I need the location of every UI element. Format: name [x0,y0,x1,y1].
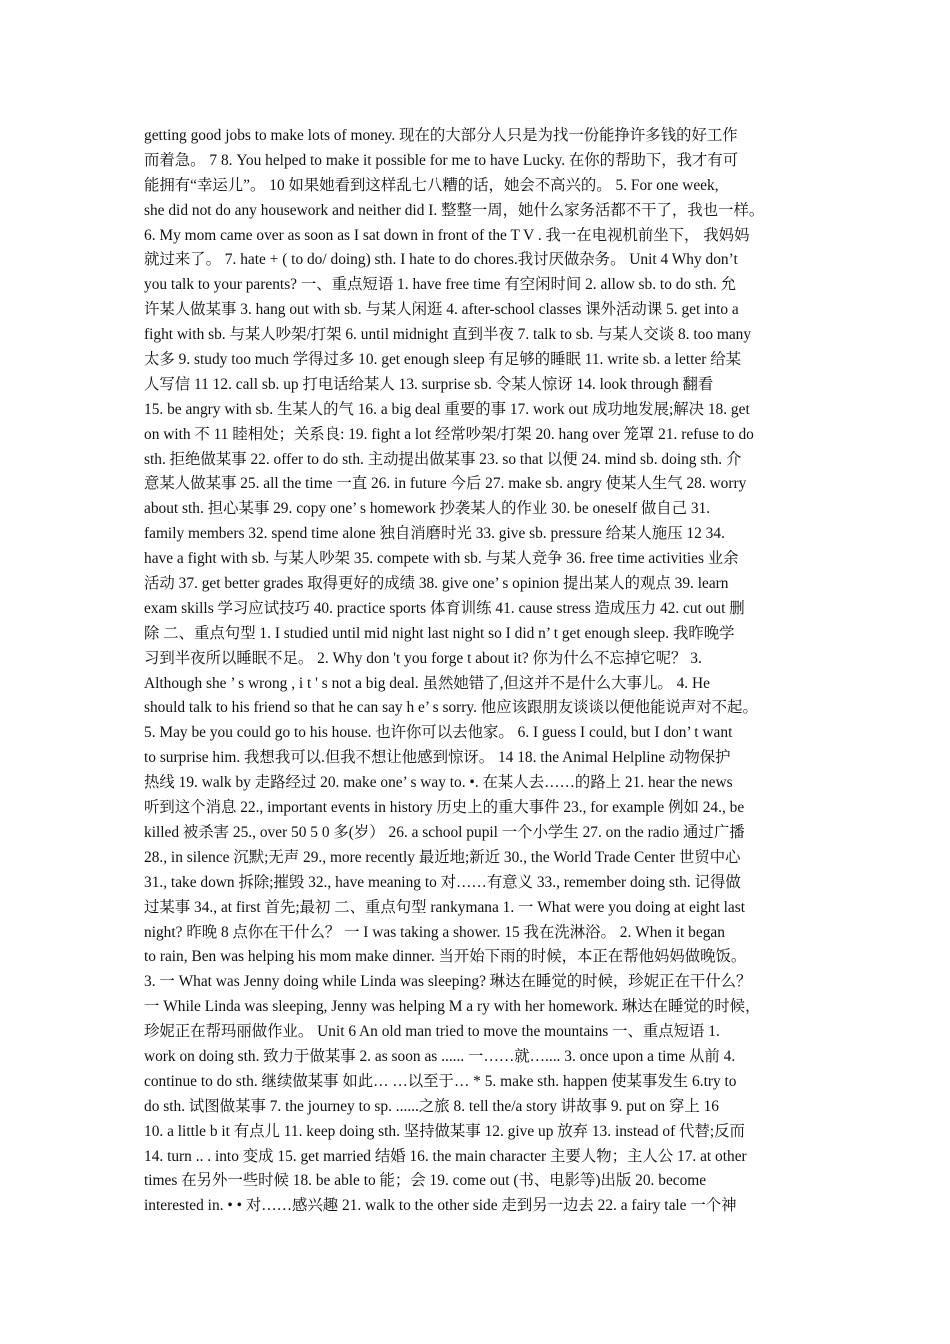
text-line: she did not do any housework and neither did I. 整整一周，她什么家务活都不干了，我也一样。 [144,201,765,219]
text-line: about sth. 担心某事 29. copy one’ s homework 抄袭某人的作业 30. be oneself 做自己 31. [144,500,711,518]
text-line: 就过来了。 7. hate + ( to do/ doing) sth. I hate to do chores.我讨厌做杂务。 Unit 4 Why don’t [144,251,738,269]
text-line: 人写信 11 12. call sb. up 打电话给某人 13. surprise sb. 令某人惊讶 14. look through 翻看 [144,375,714,393]
text-line: 能拥有“幸运儿”。 10 如果她看到这样乱七八糟的话，她会不高兴的。 5. For one week, [144,176,719,194]
text-line: to surprise him. 我想我可以.但我不想让他感到惊讶。 14 18. the Animal Helpline 动物保护 [144,749,731,767]
text-line: exam skills 学习应试技巧 40. practice sports 体育训练 41. cause stress 造成压力 42. cut out 删 [144,599,745,617]
text-line: sth. 拒绝做某事 22. offer to do sth. 主动提出做某事 23. so that 以便 24. mind sb. doing sth. 介 [144,450,742,468]
text-line: 习到半夜所以睡眠不足。 2. Why don 't you forge t about it? 你为什么不忘掉它呢？ 3. [144,649,702,667]
text-line: family members 32. spend time alone 独自消磨时光 33. give sb. pressure 给某人施压 12 34. [144,525,725,543]
text-line: 14. turn .. . into 变成 15. get married 结婚 16. the main character 主要人物；主人公 17. at other [144,1147,747,1165]
text-line: 除 二、重点句型 1. I studied until mid night last night so I did n’ t get enough sleep. 我昨晚学 [144,624,735,642]
text-line: 太多 9. study too much 学得过多 10. get enough sleep 有足够的睡眠 11. write sb. a letter 给某 [144,351,742,369]
text-line: 许某人做某事 3. hang out with sb. 与某人闲逛 4. after-school classes 课外活动课 5. get into a [144,301,739,319]
text-line: interested in. • • 对……感兴趣 21. walk to the other side 走到另一边去 22. a fairy tale 一个神 [144,1197,737,1215]
text-line: 而着急。 7 8. You helped to make it possible for me to have Lucky. 在你的帮助下，我才有可 [144,151,739,169]
text-line: 听到这个消息 22., important events in history 历史上的重大事件 23., for example 例如 24., be [144,799,745,817]
text-line: 活动 37. get better grades 取得更好的成绩 38. give one’ s opinion 提出某人的观点 39. learn [144,575,729,593]
text-line: on with 不 11 睦相处；关系良: 19. fight a lot 经常吵架/打架 20. hang over 笼罩 21. refuse to do [144,425,754,443]
text-line: 珍妮正在帮玛丽做作业。 Unit 6 An old man tried to move the mountains 一、重点短语 1. [144,1023,720,1041]
text-line: killed 被杀害 25., over 50 5 0 多(岁） 26. a school pupil 一个小学生 27. on the radio 通过广播 [144,823,745,841]
text-line: 6. My mom came over as soon as I sat down in front of the T V . 我一在电视机前坐下， 我妈妈 [144,226,750,244]
text-line: to rain, Ben was helping his mom make dinner. 当开始下雨的时候，本正在帮他妈妈做晚饭。 [144,948,747,966]
text-line: 意某人做某事 25. all the time 一直 26. in future 今后 27. make sb. angry 使某人生气 28. worry [144,475,747,493]
text-line: should talk to his friend so that he can say h e’ s sorry. 他应该跟朋友谈谈以便他能说声对不起。 [144,699,758,717]
text-line: 5. May be you could go to his house. 也许你可以去他家。 6. I guess I could, but I don’ t want [144,724,733,742]
text-line: getting good jobs to make lots of money. 现在的大部分人只是为找一份能挣许多钱的好工作 [144,127,738,144]
text-line: times 在另外一些时候 18. be able to 能；会 19. come out (书、电影等)出版 20. become [144,1172,707,1190]
text-line: work on doing sth. 致力于做某事 2. as soon as ...... 一……就….... 3. once upon a time 从前 4. [144,1047,736,1065]
text-line: 31., take down 拆除;摧毁 32., have meaning to 对……有意义 33., remember doing sth. 记得做 [144,873,741,891]
text-line: Although she ’ s wrong , i t ' s not a big deal. 虽然她错了,但这并不是什么大事儿。 4. He [144,674,710,692]
text-line: 一 While Linda was sleeping, Jenny was helping M a ry with her homework. 琳达在睡觉的时候， [144,998,761,1016]
text-line: do sth. 试图做某事 7. the journey to sp. ......之旅 8. tell the/a story 讲故事 9. put on 穿上 16 [144,1097,719,1115]
text-line: 3. 一 What was Jenny doing while Linda was sleeping? 琳达在睡觉的时候，珍妮正在干什么？ [144,973,752,991]
text-line: fight with sb. 与某人吵架/打架 6. until midnight 直到半夜 7. talk to sb. 与某人交谈 8. too many [144,326,752,344]
text-line: 15. be angry with sb. 生某人的气 16. a big deal 重要的事 17. work out 成功地发展;解决 18. get [144,400,750,418]
text-line: 10. a little b it 有点儿 11. keep doing sth. 坚持做某事 12. give up 放弃 13. instead of 代替;反而 [144,1122,745,1140]
document-page [144,124,808,1219]
text-line: night? 昨晚 8 点你在干什么？ 一 I was taking a shower. 15 我在洗淋浴。 2. When it began [144,923,725,941]
text-line: 28., in silence 沉默;无声 29., more recently 最近地;新近 30., the World Trade Center 世贸中心 [144,848,741,866]
text-line: 过某事 34., at first 首先;最初 二、重点句型 rankymana 1. 一 What were you doing at eight last [144,898,745,916]
text-line: have a fight with sb. 与某人吵架 35. compete with sb. 与某人竞争 36. free time activities 业余 [144,550,739,568]
text-line: 热线 19. walk by 走路经过 20. make one’ s way to. •. 在某人去……的路上 21. hear the news [144,774,733,792]
text-line: continue to do sth. 继续做某事 如此… …以至于… * 5. make sth. happen 使某事发生 6.try to [144,1072,737,1090]
text-line: you talk to your parents? 一、重点短语 1. have free time 有空闲时间 2. allow sb. to do sth. 允 [144,276,737,294]
